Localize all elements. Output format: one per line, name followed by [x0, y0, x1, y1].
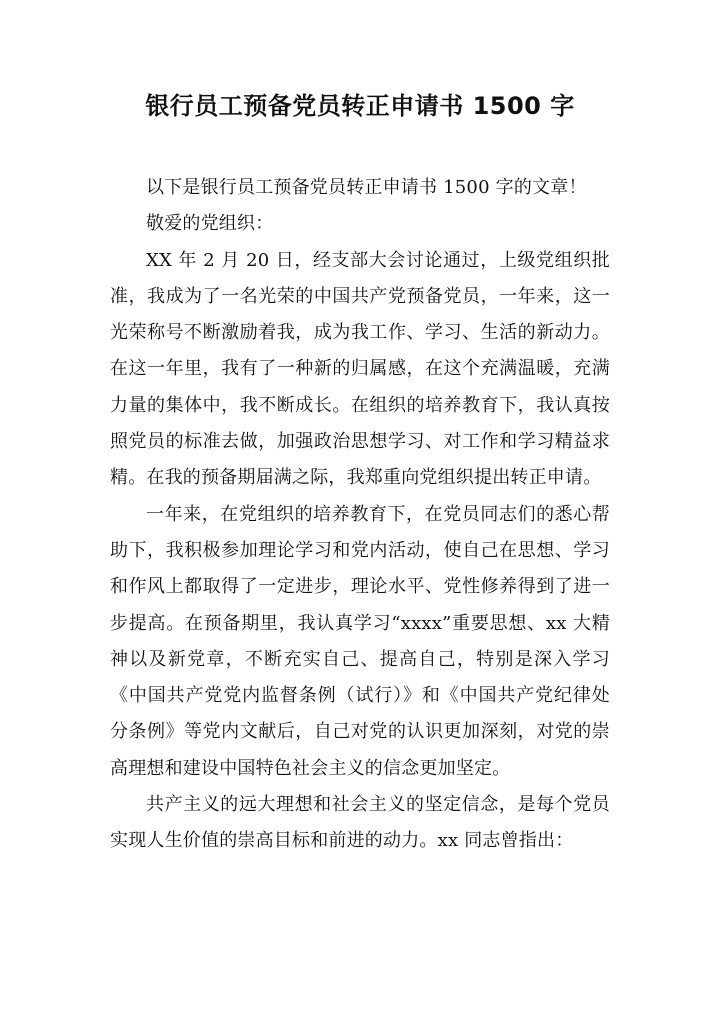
body-paragraph: 一年来，在党组织的培养教育下，在党员同志们的悉心帮助下，我积极参加理论学习和党内活动，使自己在思想、学习和作风上都取得了一定进步，理论水平、党性修养得到了进一步提高。在预备期里，我认真学习“xxxx”重要思想、xx 大精神以及新党章，不断充实自己、提高自己，特别是深入学习《中国共产党党内监督条例（试行）》和《中国共产党纪律处分条例》等党内文献后，自己对党的认识更加深刻，对党的崇高理想和建设中国特色社会主义的信念更加坚定。: [110, 503, 610, 779]
intro-line: 以下是银行员工预备党员转正申请书 1500 字的文章！: [146, 177, 587, 198]
document-title: 银行员工预备党员转正申请书 1500 字: [145, 92, 575, 120]
salutation: 敬爱的党组织：: [146, 213, 274, 235]
body-paragraph: 共产主义的远大理想和社会主义的坚定信念，是每个党员实现人生价值的崇高目标和前进的动力。xx 同志曾指出：: [110, 794, 610, 852]
document-body: [110, 170, 610, 860]
body-paragraph: XX 年 2 月 20 日，经支部大会讨论通过，上级党组织批准，我成为了一名光荣的中国共产党预备党员，一年来，这一光荣称号不断激励着我，成为我工作、学习、生活的新动力。在这一年里，我有了一种新的归属感，在这个充满温暖，充满力量的集体中，我不断成长。在组织的培养教育下，我认真按照党员的标准去做，加强政治思想学习、对工作和学习精益求精。在我的预备期届满之际，我郑重向党组织提出转正申请。: [110, 249, 610, 489]
